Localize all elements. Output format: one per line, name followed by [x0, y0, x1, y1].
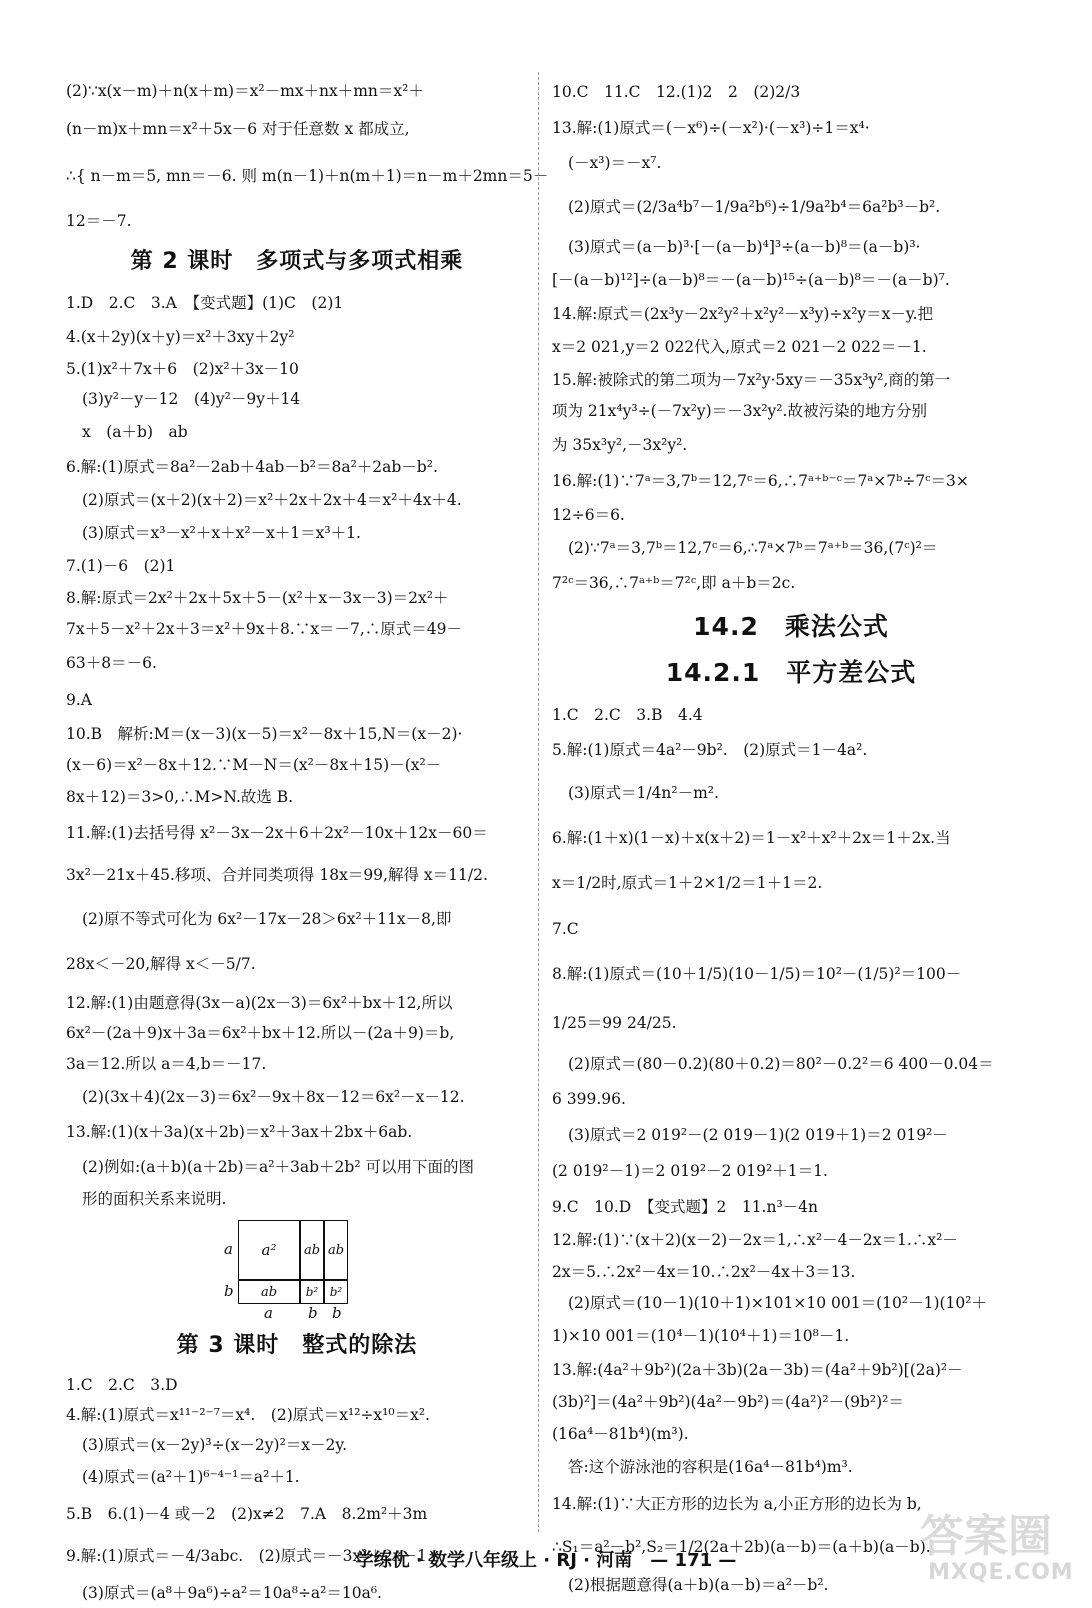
side-label-b: b	[224, 1282, 234, 1300]
left-line: (2)原式＝(x＋2)(x＋2)＝x²＋2x＋2x＋4＝x²＋4x＋4.	[82, 491, 462, 509]
right-line: x＝2 021,y＝2 022代入,原式＝2 021－2 022＝－1.	[552, 338, 927, 356]
right-line: (3)原式＝(a－b)³·[－(a－b)⁴]³÷(a－b)⁸＝(a－b)³·	[568, 238, 921, 256]
right-line: 15.解:被除式的第二项为－7x²y·5xy＝－35x³y²,商的第一	[552, 371, 951, 389]
right-line: 为 35x³y²,－3x²y².	[552, 436, 688, 454]
watermark-text: 答案圈	[920, 1511, 1052, 1562]
left-line: (x－6)＝x²－8x＋12.∵M－N＝(x²－8x＋15)－(x²－	[66, 756, 442, 774]
right-line: 13.解:(4a²＋9b²)(2a＋3b)(2a－3b)＝(4a²＋9b²)[(2a)²－	[552, 1361, 963, 1379]
left-line: (2)例如:(a＋b)(a＋2b)＝a²＋3ab＋2b² 可以用下面的图	[82, 1158, 474, 1176]
right-column-text	[552, 72, 1030, 1600]
right-line: 9.C 10.D 【变式题】2 11.n³－4n	[552, 1198, 819, 1216]
watermark-logo	[900, 1500, 1080, 1592]
right-line: 6 399.96.	[552, 1090, 626, 1108]
left2-line: 4.解:(1)原式＝x¹¹⁻²⁻⁷＝x⁴. (2)原式＝x¹²÷x¹⁰＝x².	[66, 1406, 430, 1424]
left-line: 9.A	[66, 691, 92, 709]
right-line: ∴S₁＝a²－b²,S₂＝1/2(2a＋2b)(a－b)＝(a＋b)(a－b).	[552, 1538, 931, 1556]
right-line: (2)原式＝(80－0.2)(80＋0.2)＝80²－0.2²＝6 400－0.04＝	[568, 1055, 994, 1073]
right-line: 项为 21x⁴y³÷(－7x²y)＝－3x²y².故被污染的地方分别	[552, 402, 927, 420]
left-line: x (a＋b) ab	[82, 423, 188, 441]
right-line: 1/25＝99 24/25.	[552, 1014, 677, 1032]
right-line: (2)∵7ᵃ＝3,7ᵇ＝12,7ᶜ＝6,∴7ᵃ×7ᵇ＝7ᵃ⁺ᵇ＝36,(7ᶜ)²＝	[568, 539, 938, 557]
left-line: 13.解:(1)(x＋3a)(x＋2b)＝x²＋3ax＋2bx＋6ab.	[66, 1123, 413, 1141]
right-line: 10.C 11.C 12.(1)2 2 (2)2/3	[552, 83, 801, 101]
side-label-a: a	[224, 1240, 233, 1258]
right-line: 7.C	[552, 920, 579, 938]
watermark-url: MXQE.COM	[928, 1560, 1074, 1585]
right-line: 12÷6＝6.	[552, 506, 625, 524]
bottom-label-b-1: b	[308, 1304, 318, 1322]
left-line: 8x＋12)＝3>0,∴M>N.故选 B.	[66, 788, 294, 806]
cell-b-squared-1: b²	[300, 1280, 324, 1304]
right-line: (2)原式＝(2/3a⁴b⁷－1/9a²b⁶)÷1/9a²b⁴＝6a²b³－b².	[568, 198, 941, 216]
right-line: 1)×10 001＝(10⁴－1)(10⁴＋1)＝10⁸－1.	[552, 1327, 850, 1345]
cell-b-squared-2: b²	[324, 1280, 348, 1304]
right-line: 14.2 乘法公式	[693, 612, 889, 641]
left-line: 12＝－7.	[66, 212, 132, 230]
right-line: x＝1/2时,原式＝1＋2×1/2＝1＋1＝2.	[552, 874, 823, 892]
left-line: 63＋8＝－6.	[66, 654, 157, 672]
right-line: (－x³)＝－x⁷.	[568, 154, 662, 172]
left-line: 28x＜－20,解得 x＜－5/7.	[66, 955, 256, 973]
right-line: (3)原式＝1/4n²－m².	[568, 784, 719, 802]
left-line: (2)(3x＋4)(2x－3)＝6x²－9x＋8x－12＝6x²－x－12.	[82, 1088, 465, 1106]
bottom-label-b-2: b	[332, 1304, 342, 1322]
right-line: 答:这个游泳池的容积是(16a⁴－81b⁴)m³.	[568, 1458, 853, 1476]
right-line: 12.解:(1)∵(x＋2)(x－2)－2x＝1,∴x²－4－2x＝1.∴x²－	[552, 1231, 958, 1249]
right-line: 5.解:(1)原式＝4a²－9b². (2)原式＝1－4a².	[552, 741, 868, 759]
right-line: 8.解:(1)原式＝(10＋1/5)(10－1/5)＝10²－(1/5)²＝100－	[552, 965, 962, 983]
left-line: 4.(x＋2y)(x＋y)＝x²＋3xy＋2y²	[66, 328, 295, 346]
right-line: (3b)²]＝(4a²＋9b²)(4a²－9b²)＝(4a²)²－(9b²)²＝	[552, 1393, 904, 1411]
left-line: ∴{ n－m＝5, mn＝－6. 则 m(n－1)＋n(m＋1)＝n－m＋2mn＝5－	[66, 167, 549, 185]
left-line: (3)原式＝x³－x²＋x＋x²－x＋1＝x³＋1.	[82, 524, 361, 542]
left-line: 形的面积关系来说明.	[82, 1190, 227, 1208]
right-line: 6.解:(1＋x)(1－x)＋x(x＋2)＝1－x²＋x²＋2x＝1＋2x.当	[552, 829, 951, 847]
left2-line: 1.C 2.C 3.D	[66, 1376, 178, 1394]
left2-line: 9.解:(1)原式＝－4/3abc. (2)原式＝－3x²＋2x－1.	[66, 1547, 432, 1565]
left-line: 6.解:(1)原式＝8a²－2ab＋4ab－b²＝8a²＋2ab－b².	[66, 458, 438, 476]
right-line: 16.解:(1)∵7ᵃ＝3,7ᵇ＝12,7ᶜ＝6,∴7ᵃ⁺ᵇ⁻ᶜ＝7ᵃ×7ᵇ÷7ᶜ＝3×	[552, 472, 969, 490]
left-line: 10.B 解析:M＝(x－3)(x－5)＝x²－8x＋15,N＝(x－2)·	[66, 725, 463, 743]
right-line: 13.解:(1)原式＝(－x⁶)÷(－x²)·(－x³)÷1＝x⁴·	[552, 119, 870, 137]
right-line: (2)根据题意得(a＋b)(a－b)＝a²－b².	[568, 1576, 829, 1594]
bottom-label-a: a	[264, 1304, 273, 1322]
left-column-text	[66, 72, 549, 1214]
cell-ab-1: ab	[300, 1220, 324, 1280]
left-line: 5.(1)x²＋7x＋6 (2)x²＋3x－10	[66, 360, 299, 378]
cell-a-squared: a²	[238, 1220, 300, 1280]
left2-line: 5.B 6.(1)－4 或－2 (2)x≠2 7.A 8.2m²＋3m	[66, 1505, 428, 1523]
left-line: (2)∵x(x－m)＋n(x＋m)＝x²－mx＋nx＋mn＝x²＋	[66, 82, 424, 100]
right-line: 14.解:原式＝(2x³y－2x²y²＋x²y²－x³y)÷x²y＝x－y.把	[552, 305, 934, 323]
cell-ab-2: ab	[324, 1220, 348, 1280]
left-line: 6x²－(2a＋9)x＋3a＝6x²＋bx＋12.所以－(2a＋9)＝b,	[66, 1024, 455, 1042]
right-line: 14.2.1 平方差公式	[665, 658, 917, 687]
column-divider	[538, 72, 540, 1532]
left-line: 11.解:(1)去括号得 x²－3x－2x＋6＋2x²－10x＋12x－60＝	[66, 824, 488, 842]
left2-line: (4)原式＝(a²＋1)⁶⁻⁴⁻¹＝a²＋1.	[82, 1468, 300, 1486]
right-line: 1.C 2.C 3.B 4.4	[552, 706, 703, 724]
left-line: (n－m)x＋mn＝x²＋5x－6 对于任意数 x 都成立,	[66, 120, 410, 138]
left2-line: 第 3 课时 整式的除法	[176, 1333, 418, 1358]
left-line: 3x²－21x＋45.移项、合并同类项得 18x＝99,解得 x＝11/2.	[66, 866, 488, 884]
cell-ab-3: ab	[238, 1280, 300, 1304]
right-line: (2)原式＝(10－1)(10＋1)×101×10 001＝(10²－1)(10²＋	[568, 1294, 987, 1312]
area-diagram	[224, 1220, 358, 1322]
left-line: 12.解:(1)由题意得(3x－a)(2x－3)＝6x²＋bx＋12,所以	[66, 994, 453, 1012]
left-line: 8.解:原式＝2x²＋2x＋5x＋5－(x²＋x－3x－3)＝2x²＋	[66, 589, 449, 607]
right-line: (2 019²－1)＝2 019²－2 019²＋1＝1.	[552, 1162, 828, 1180]
right-line: 2x＝5.∴2x²－4x＝10.∴2x²－4x＋3＝13.	[552, 1263, 856, 1281]
left-line: 第 2 课时 多项式与多项式相乘	[130, 249, 464, 274]
left2-line: (3)原式＝(x－2y)³÷(x－2y)²＝x－2y.	[82, 1436, 348, 1454]
right-line: [－(a－b)¹²]÷(a－b)⁸＝－(a－b)¹⁵÷(a－b)⁸＝－(a－b)⁷.	[552, 271, 950, 289]
left-line: 3a＝12.所以 a＝4,b＝－17.	[66, 1055, 267, 1073]
right-line: (3)原式＝2 019²－(2 019－1)(2 019＋1)＝2 019²－	[568, 1126, 948, 1144]
right-line: (16a⁴－81b⁴)(m³).	[552, 1425, 689, 1443]
left2-line: (3)原式＝(a⁸＋9a⁶)÷a²＝10a⁸÷a²＝10a⁶.	[82, 1584, 382, 1602]
left-line: 1.D 2.C 3.A 【变式题】(1)C (2)1	[66, 294, 344, 312]
right-line: 14.解:(1)∵大正方形的边长为 a,小正方形的边长为 b,	[552, 1495, 922, 1513]
left-line: (2)原不等式可化为 6x²－17x－28＞6x²＋11x－8,即	[82, 910, 452, 928]
page-footer: 学练优 · 数学八年级上 · RJ · 河南 — 171 —	[355, 1550, 737, 1571]
right-line: 7²ᶜ＝36,∴7ᵃ⁺ᵇ＝7²ᶜ,即 a＋b＝2c.	[552, 574, 796, 592]
right-column	[552, 72, 1030, 1600]
left-line: (3)y²－y－12 (4)y²－9y＋14	[82, 390, 301, 408]
left-line: 7x＋5－x²＋2x＋3＝x²＋9x＋8.∵x＝－7,∴原式＝49－	[66, 620, 462, 638]
left-line: 7.(1)－6 (2)1	[66, 557, 176, 575]
